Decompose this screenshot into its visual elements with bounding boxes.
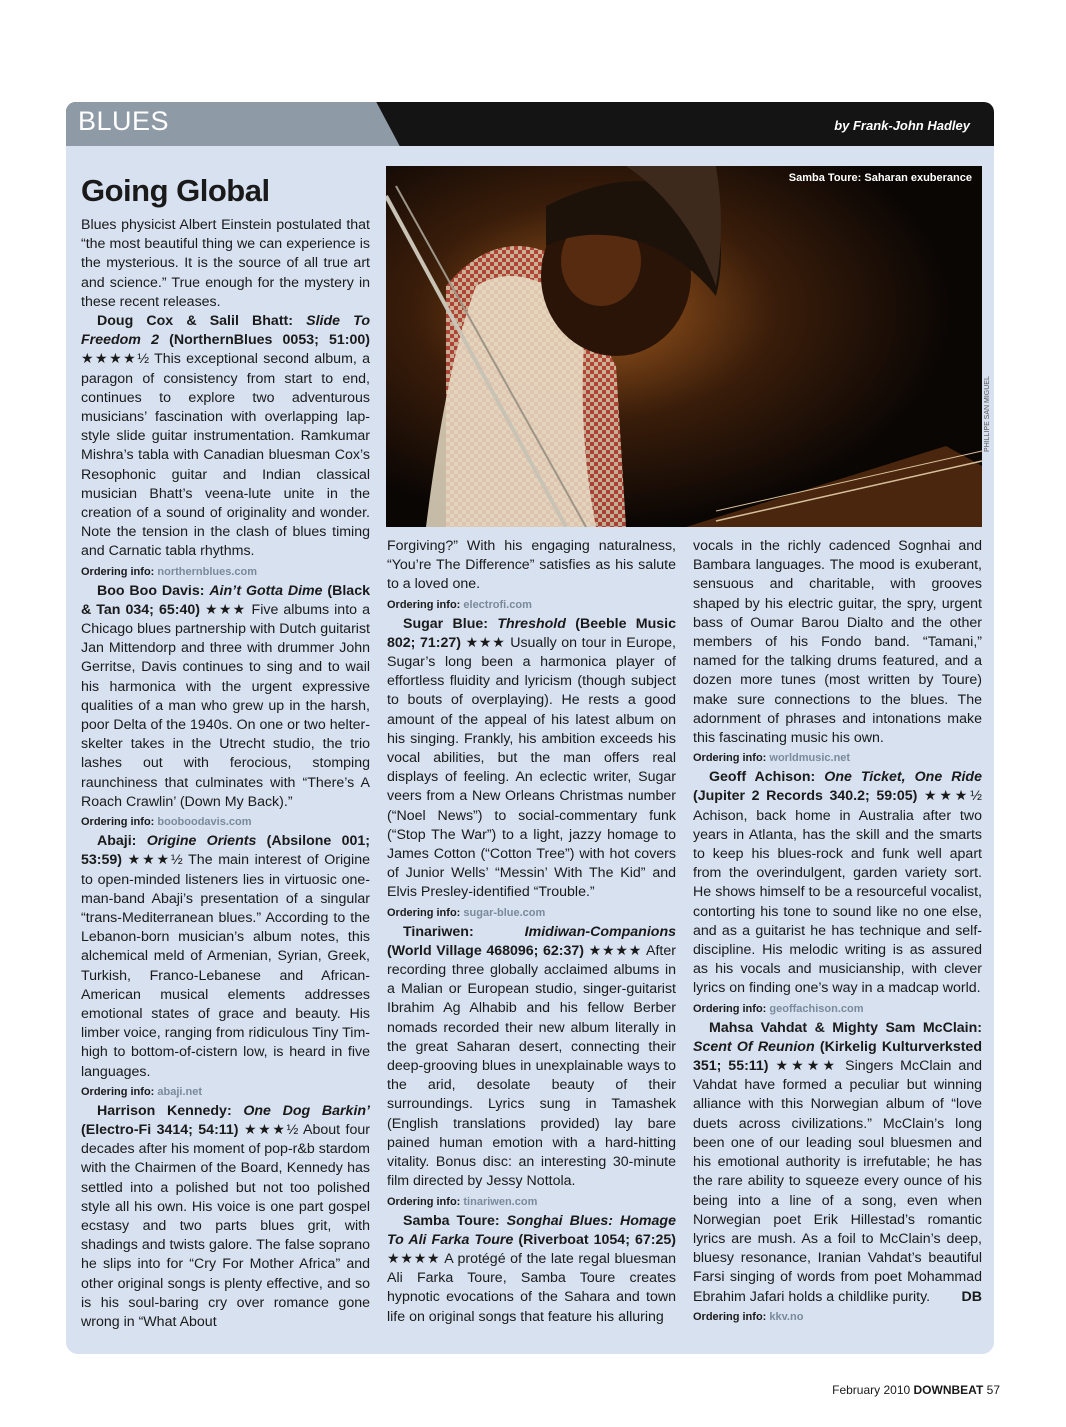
review-geoff-achison: [693, 768, 982, 998]
review-album: Ain’t Gotta Dime: [209, 582, 323, 599]
rating-stars: ★★★★: [775, 1058, 839, 1075]
review-details: (NorthernBlues 0053; 51:00): [169, 332, 370, 349]
review-artist: Geoff Achison:: [709, 769, 816, 786]
review-vahdat-mcclain: [693, 1019, 982, 1307]
ordering-info: Ordering info: worldmusic.net: [693, 752, 851, 765]
ordering-link[interactable]: geoffachison.com: [769, 1002, 864, 1015]
review-album: Threshold: [497, 615, 566, 632]
review-artist: Sugar Blue:: [403, 615, 488, 632]
ordering-link[interactable]: sugar-blue.com: [463, 906, 546, 919]
ordering-info: Ordering info: geoffachison.com: [693, 1002, 864, 1015]
rating-stars: ★★★½: [127, 852, 183, 869]
review-sugar-blue: [387, 615, 676, 903]
rating-stars: ★★★★: [588, 942, 643, 959]
review-text: Singers McClain and Vahdat have formed a peculiar but winning alliance with this Norwegian album of “love duets across civilizations.” McClain’s long been one of our leading soul bluesmen and his emotional authority is irrefutable; he has the rare ability to squeeze every ounce of his being into a line of a song, even when Norwegian poet Erik Hillestad’s romantic lyrics are mush. As a foil to McClain’s deep, bluesy resonance, Iranian Vahdat’s beautiful Farsi singing of words from poet Mohammad Ebrahim Jafari holds a childlike purity.: [693, 1058, 982, 1305]
review-artist: Harrison Kennedy:: [97, 1102, 232, 1119]
rating-stars: ★★★★½: [81, 351, 150, 368]
article-intro: Blues physicist Albert Einstein postulated that “the most beautiful thing we can experience is the mysterious. It is the source of all true art and science.” True enough for the mystery in these recent releases.: [81, 217, 370, 310]
issue-date: February 2010: [832, 1383, 911, 1397]
column-2: [387, 537, 676, 1327]
review-harrison-kennedy-continued: Forgiving?” With his engaging naturalness, “You’re The Difference” satisfies as his salute to a loved one.: [387, 538, 676, 593]
review-text: This exceptional second album, a paragon of consistency from start to end, continues to explore two adventurous musicians’ fascination with overlapping lap-style slide guitar instrumentation. Ramkumar Mishra’s tabla with Canadian bluesman Cox’s Resophonic guitar and Indian classical musician Bhatt’s veena-lute unite in the creation of a sound of originality and wonder. Note the tension in the clash of blues timing and Carnatic tabla rhythms.: [81, 351, 371, 560]
ordering-info: Ordering info: electrofi.com: [387, 598, 532, 611]
review-artist: Mahsa Vahdat & Mighty Sam McClain:: [709, 1019, 982, 1036]
review-text: After recording three globally acclaimed albums in a Malian or European studio, singer-guitarist Ibrahim Ag Alhabib and his fellow Berber nomads recorded their new album literally in the great Saharan desert, connecting their deep-grooving blues in unexplainable ways to the arid, desolate beauty of their surroundings. Lyrics sung in Tamashek (English translations provided) lay bare pained human emotion with a hard-hitting vitality. Bonus disc: an interesting 30-minute film directed by Jessy Nottola.: [387, 942, 676, 1190]
rating-stars: ★★★: [205, 601, 247, 618]
review-text-part-1: A protégé of the late regal bluesman Ali Farka Toure, Samba Toure creates hypnotic evocations of the Sahara and town life on original songs that feature his alluring: [387, 1250, 676, 1325]
ordering-info: Ordering info: kkv.no: [693, 1310, 804, 1323]
review-details: (Beeble Music 802; 71:27): [387, 615, 677, 651]
review-album: Imidiwan-Companions: [524, 923, 676, 940]
review-album: One Ticket, One Ride: [824, 769, 982, 786]
review-text: Five albums into a Chicago blues partnership with Dutch guitarist Jan Mittendorp and three with drummer John Gerritse, Davis continues to sing and to wail his harmonica with the urgent expressive qualities of a man who grew up in the harsh, poor Delta of the 1940s. On one or two helter-skelter takes in the Utrecht studio, the trio lashes out with ferocious, stomping raunchiness that culminates with “There’s A Roach Crawlin’ (Down My Back).”: [81, 601, 370, 810]
review-artist: Doug Cox & Salil Bhatt:: [97, 313, 293, 330]
rating-stars: ★★★½: [243, 1121, 299, 1138]
photo-caption: Samba Toure: Saharan exuberance: [788, 172, 972, 184]
review-details: (World Village 468096; 62:37): [387, 942, 585, 959]
ordering-link[interactable]: northernblues.com: [157, 565, 258, 578]
review-album: One Dog Barkin’: [243, 1102, 370, 1119]
rating-stars: ★★★: [465, 634, 506, 651]
magazine-name: DOWNBEAT: [913, 1383, 984, 1397]
review-boo-boo-davis: [81, 582, 370, 812]
review-tinariwen: [387, 923, 676, 1192]
ordering-link[interactable]: abaji.net: [157, 1085, 203, 1098]
review-artist: Abaji:: [97, 833, 137, 850]
rating-stars: ★★★★: [387, 1250, 441, 1267]
ordering-info: Ordering info: booboodavis.com: [81, 816, 252, 829]
rating-stars: ★★★½: [924, 788, 982, 805]
review-album: Songhai Blues: Homage To Ali Farka Toure: [387, 1212, 676, 1248]
review-samba-toure: [387, 1212, 676, 1327]
review-details: (Jupiter 2 Records 340.2; 59:05): [693, 788, 918, 805]
review-artist: Tinariwen:: [403, 923, 474, 940]
ordering-link[interactable]: electrofi.com: [463, 598, 532, 611]
review-abaji: [81, 832, 370, 1082]
ordering-info: Ordering info: abaji.net: [81, 1085, 203, 1098]
review-text: Achison, back home in Australia after two years in Atlanta, has the skill and the smarts to keep his blues-rock and funk well apart from the overindulgent, garden variety sort. He shows himself to be a resourceful vocalist, contorting his tone to sound like no one else, and as a guitarist he has technique and self-discipline. His melodic writing is as assured as his vocals and musicianship, with clever lyrics on finding one’s way in a madcap world.: [693, 807, 982, 997]
photo-credit: PHILLIPE SAN MIGUEL: [984, 376, 991, 452]
review-samba-toure-continued: vocals in the richly cadenced Sognhai and Bambara languages. The mood is exuberant, sensuous and charitable, with grooves shaped by his electric guitar, the spry, urgent bass of Oumar Barou Dialto and the other members of his Fondo band. “Tamani,” named for the talking drums featured, and a dozen more tunes (most written by Toure) make sure connections to the blues. The adornment of phrases and intonations make this fascinating music his own.: [693, 538, 982, 747]
review-harrison-kennedy: [81, 1102, 370, 1332]
ordering-link[interactable]: booboodavis.com: [157, 816, 252, 829]
review-details: (Absilone 001; 53:59): [81, 833, 370, 869]
review-album: Origine Orients: [146, 833, 257, 850]
byline: by Frank-John Hadley: [834, 118, 970, 133]
review-artist: Samba Toure:: [403, 1212, 500, 1229]
feature-photo: [386, 166, 982, 527]
page-footer: [832, 1383, 1000, 1397]
end-mark: DB: [961, 1288, 982, 1305]
review-text: The main interest of Origine to open-minded listeners lies in virtuosic one-man-band Abaji’s presentation of a singular “trans-Mediterranean blues.” According to the Lebanon-born musician’s album notes, this alchemical meld of Armenian, Syrian, Greek, Turkish, Franco-Lebanese and African-American musical elements addresses emotional states of grace and beauty. His limber voice, ranging from ridiculous Tiny Tim-high to bottom-of-cistern low, is heard in five languages.: [81, 852, 370, 1080]
ordering-link[interactable]: kkv.no: [769, 1310, 804, 1323]
article-headline: Going Global: [81, 173, 270, 208]
review-doug-cox: [81, 312, 370, 562]
column-3: [693, 537, 982, 1327]
ordering-info: Ordering info: tinariwen.com: [387, 1195, 538, 1208]
review-details: (Riverboat 1054; 67:25): [518, 1231, 676, 1248]
review-artist: Boo Boo Davis:: [97, 582, 205, 599]
review-details: (Black & Tan 034; 65:40): [81, 582, 370, 618]
review-text: Usually on tour in Europe, Sugar’s long been a harmonica player of effortless fluidity and lyricism (though subject to bouts of overplaying). He rests a good amount of the appeal of his latest album on his singing. Frankly, his ambition exceeds his vocal abilities, but the man offers real displays of feeling. An eclectic writer, Sugar veers from a New Orleans Christmas number (“Noel News”) to social-commentary funk (“Stop The War”) to a light, jazzy homage to James Cotton (“Cotton Tree”) with hot covers of Junior Wells’ “Messin’ With The Kid” and Elvis Presley-identified “Trouble.”: [387, 634, 676, 901]
review-text-part-1: About four decades after his moment of pop-r&b stardom with the Chairmen of the Board, Kennedy has settled into a polished but not too polished style all his own. His voice is one part gospel ecstasy and two parts blues grit, with shadings and twists galore. The false soprano he slips into for “Cry For Mother Africa” and other original songs is plenty effective, and so is his soul-baring cry over romance gone wrong in “What About: [81, 1121, 370, 1330]
photo-illustration: [386, 166, 982, 527]
ordering-link[interactable]: worldmusic.net: [769, 752, 851, 765]
review-album: Scent Of Reunion: [693, 1038, 815, 1055]
review-details: (Electro-Fi 3414; 54:11): [81, 1121, 239, 1138]
ordering-link[interactable]: tinariwen.com: [463, 1195, 538, 1208]
review-details: (Kirkelig Kulturverksted 351; 55:11): [693, 1038, 982, 1075]
review-album: Slide To Freedom 2: [81, 313, 370, 349]
ordering-info: Ordering info: sugar-blue.com: [387, 906, 546, 919]
page-number: 57: [986, 1383, 1000, 1397]
section-label: BLUES: [78, 106, 170, 136]
column-1: [81, 174, 370, 1332]
ordering-info: Ordering info: northernblues.com: [81, 565, 258, 578]
